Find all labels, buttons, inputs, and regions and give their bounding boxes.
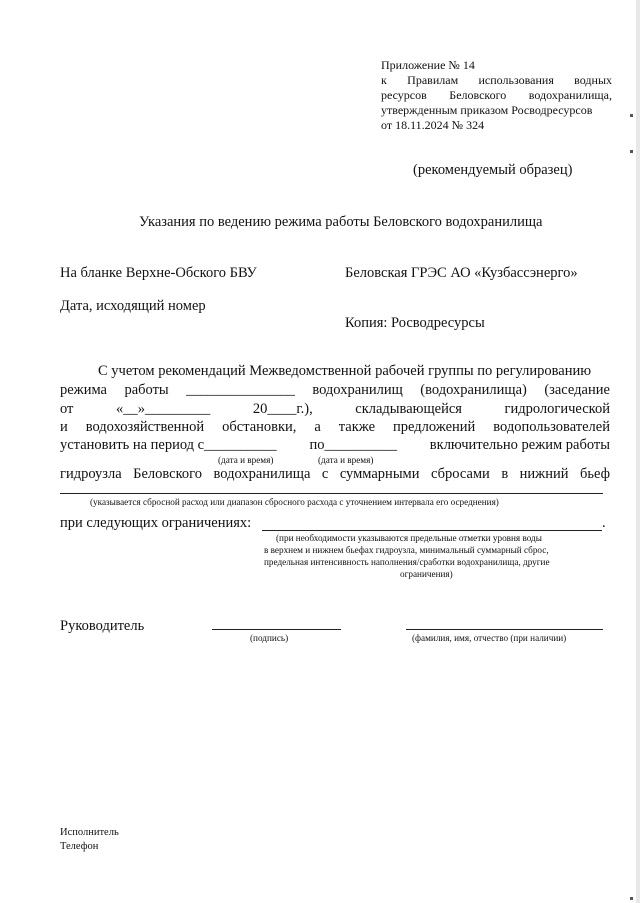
restrictions-fill-line [262,530,602,531]
scan-mark [630,114,633,117]
scan-mark [630,897,633,900]
appendix-line: к Правилам использования водных [381,73,612,87]
body-line: установить на период с__________ по__________ включительно режим работы [60,437,610,453]
executor-label: Исполнитель [60,827,119,838]
date-hint: (дата и время) [218,455,274,465]
signature-hint: (подпись) [250,633,289,643]
date-hint: (дата и время) [318,455,374,465]
restrictions-label: при следующих ограничениях: [60,515,252,531]
full-name-hint: (фамилия, имя, отчество (при наличии) [412,633,567,643]
blank-field: _______________ [186,382,295,398]
body-line: гидроузла Беловского водохранилища с суммарными сбросами в нижний бьеф [60,466,610,482]
restrictions-hint-line: ограничения) [400,569,453,579]
letterhead-note: На бланке Верхне-Обского БВУ [60,265,257,281]
body-line: от «__»_________ 20____г.), складывающейся гидрологической [60,401,610,417]
body-line: и водохозяйственной обстановки, а также предложений водопользователей [60,419,610,435]
appendix-title: Приложение № 14 [381,58,475,72]
sample-label: (рекомендуемый образец) [413,162,573,178]
scan-mark [630,150,633,153]
date-number-label: Дата, исходящий номер [60,298,206,314]
restrictions-hint-line: предельная интенсивность наполнения/сработки водохранилища, другие [264,557,550,567]
full-name-line [406,629,603,630]
scan-edge [636,0,640,903]
signature-line [212,629,341,630]
addressee: Беловская ГРЭС АО «Кузбассэнерго» [345,265,578,281]
discharge-hint: (указывается сбросной расход или диапазон сбросного расхода с уточнением интервала его осреднения) [90,497,499,507]
document-title: Указания по ведению режима работы Беловского водохранилища [139,214,543,230]
blank-date: «__»_________ [115,401,211,417]
copy-recipient: Копия: Росводресурсы [345,315,485,331]
appendix-line: от 18.11.2024 № 324 [381,118,485,132]
body-line: С учетом рекомендаций Межведомственной рабочей группы по регулированию [98,363,592,379]
restrictions-period: . [602,515,606,531]
discharge-fill-line [60,493,603,494]
body-line: режима работы _______________ водохранилищ (водохранилища) (заседание [60,382,610,398]
phone-label: Телефон [60,841,99,852]
appendix-line: утвержденным приказом Росводресурсов [381,103,593,117]
restrictions-hint-line: в верхнем и нижнем бьефах гидроузла, минимальный суммарный сброс, [264,545,549,555]
appendix-line: ресурсов Беловского водохранилища, [381,88,612,102]
signatory-role: Руководитель [60,618,145,634]
restrictions-hint-line: (при необходимости указываются предельные отметки уровня воды [276,533,542,543]
